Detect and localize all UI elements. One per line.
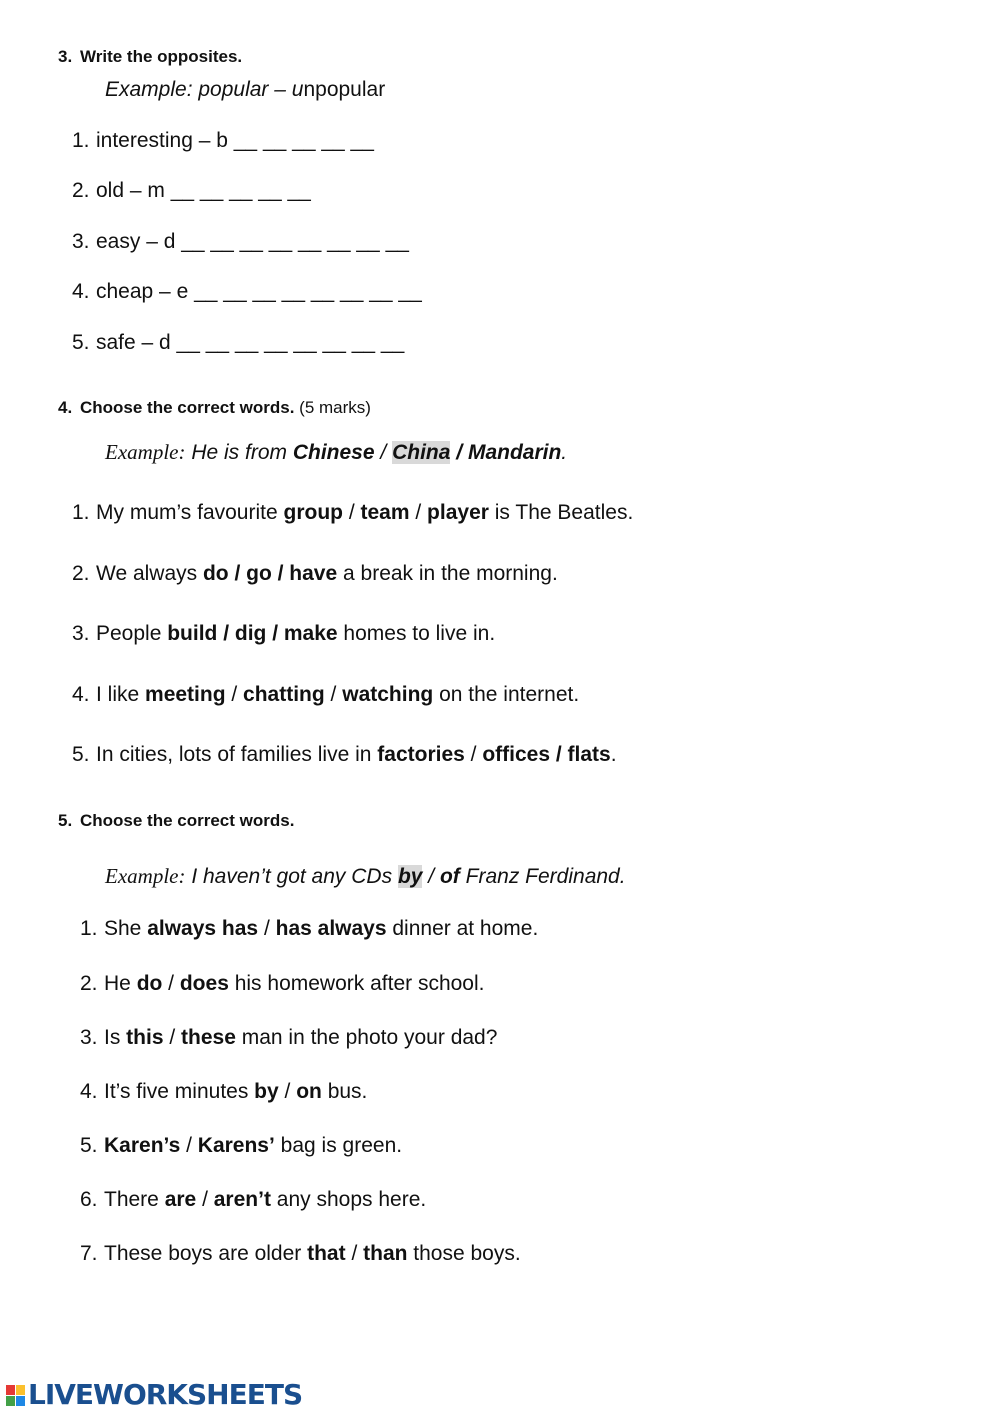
choice-option[interactable]: than	[363, 1242, 408, 1265]
choice-option[interactable]: watching	[342, 683, 434, 706]
choice-option[interactable]: offices / flats	[482, 743, 611, 766]
example-answer-highlight: China	[392, 441, 451, 464]
s5-item-3: 3. Is this / these man in the photo your dad?	[80, 1026, 498, 1049]
section-5-heading: 5. Choose the correct words.	[58, 811, 295, 830]
choice-option[interactable]: that	[307, 1242, 346, 1265]
s3-item-3: 3. easy – d __ __ __ __ __ __ __ __	[72, 230, 409, 253]
s3-item-1: 1. interesting – b __ __ __ __ __	[72, 129, 374, 152]
section-4-example: Example: He is from Chinese / China / Mandarin.	[105, 440, 568, 464]
choice-option[interactable]: these	[181, 1026, 236, 1049]
choice-option[interactable]: meeting	[145, 683, 226, 706]
s3-item-5: 5. safe – d __ __ __ __ __ __ __ __	[72, 331, 405, 354]
choice-option[interactable]: build / dig / make	[167, 622, 338, 645]
s4-item-1: 1. My mum’s favourite group / team / player is The Beatles.	[72, 501, 634, 524]
s5-item-4: 4. It’s five minutes by / on bus.	[80, 1080, 368, 1103]
choice-option[interactable]: has always	[275, 917, 387, 940]
choice-option[interactable]: team	[360, 501, 410, 524]
choice-option[interactable]: aren’t	[213, 1188, 271, 1211]
choice-option[interactable]: are	[164, 1188, 197, 1211]
section-5-example: Example: I haven’t got any CDs by / of Franz Ferdinand.	[105, 864, 626, 888]
s4-item-2: 2. We always do / go / have a break in the morning.	[72, 562, 558, 585]
s3-item-2: 2. old – m __ __ __ __ __	[72, 179, 311, 202]
choice-option[interactable]: does	[179, 972, 229, 995]
s4-item-4: 4. I like meeting / chatting / watching on the internet.	[72, 683, 580, 706]
s4-item-5: 5. In cities, lots of families live in factories / offices / flats.	[72, 743, 617, 766]
s3-item-4: 4. cheap – e __ __ __ __ __ __ __ __	[72, 280, 422, 303]
choice-option[interactable]: factories	[377, 743, 465, 766]
choice-option[interactable]: player	[427, 501, 489, 524]
s5-item-2: 2. He do / does his homework after school.	[80, 972, 485, 995]
s5-item-7: 7. These boys are older that / than those boys.	[80, 1242, 521, 1265]
choice-option[interactable]: Karen’s	[104, 1134, 181, 1157]
choice-option[interactable]: chatting	[243, 683, 325, 706]
choice-option[interactable]: by	[254, 1080, 279, 1103]
example-answer-highlight: by	[397, 865, 423, 888]
choice-option[interactable]: on	[296, 1080, 322, 1103]
section-4-heading: 4. Choose the correct words. (5 marks)	[58, 398, 371, 417]
s5-item-5: 5. Karen’s / Karens’ bag is green.	[80, 1134, 403, 1157]
s5-item-1: 1. She always has / has always dinner at home.	[80, 917, 539, 940]
choice-option[interactable]: always has	[147, 917, 259, 940]
choice-option[interactable]: do	[136, 972, 163, 995]
choice-option[interactable]: group	[283, 501, 343, 524]
section-3-example: Example: popular – unpopular	[105, 78, 386, 101]
choice-option[interactable]: this	[126, 1026, 164, 1049]
choice-option[interactable]: do / go / have	[202, 562, 338, 585]
s4-item-3: 3. People build / dig / make homes to live in.	[72, 622, 496, 645]
logo-blocks-icon	[6, 1385, 26, 1407]
section-3-heading: 3. Write the opposites.	[58, 47, 243, 66]
liveworksheets-logo[interactable]: LIVEWORKSHEETS	[6, 1378, 302, 1411]
s5-item-6: 6. There are / aren’t any shops here.	[80, 1188, 427, 1211]
choice-option[interactable]: Karens’	[197, 1134, 275, 1157]
